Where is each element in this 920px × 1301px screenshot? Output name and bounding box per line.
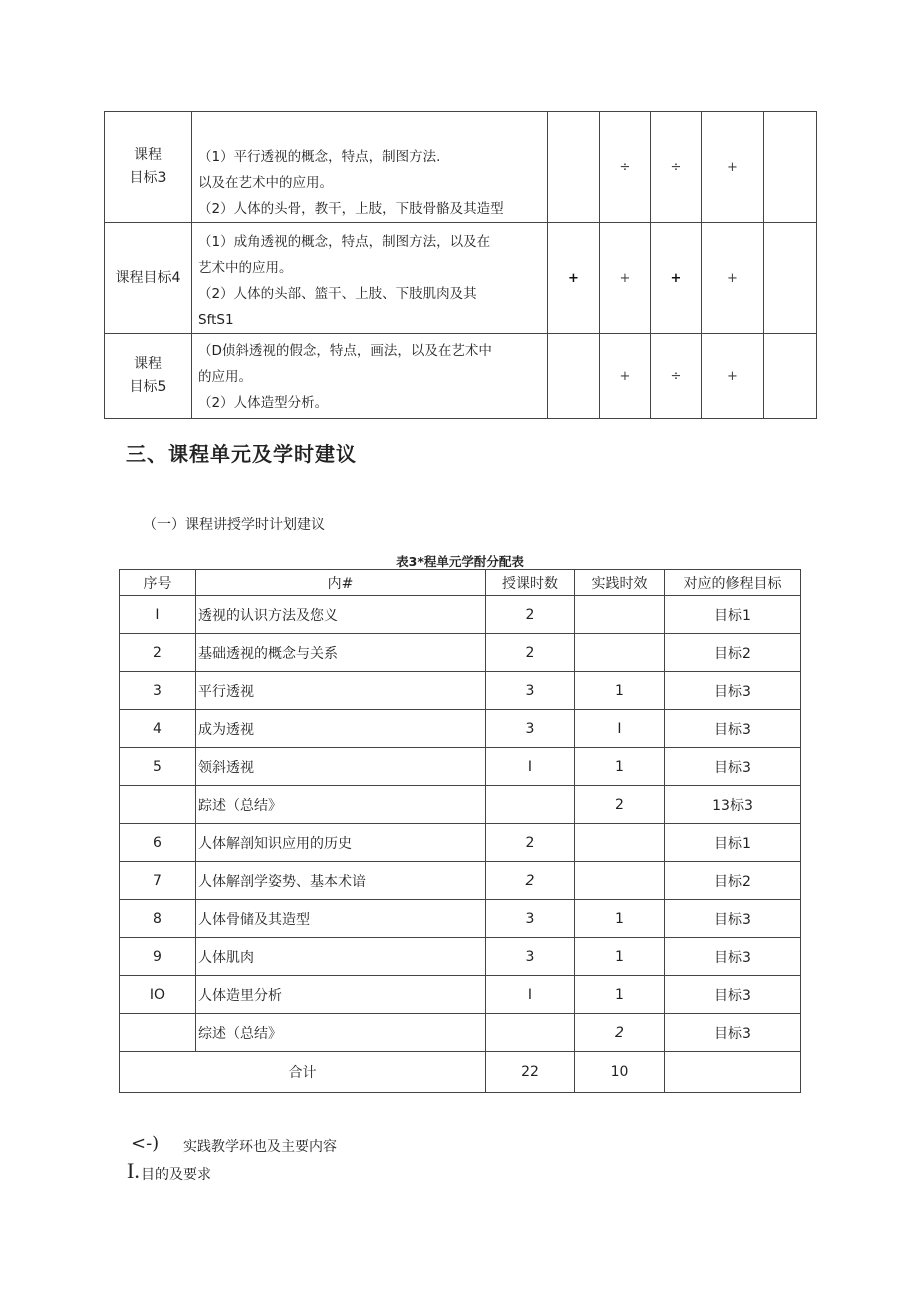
- requirements-heading-prefix: I.: [127, 1158, 140, 1183]
- goal-line: （2）人体造型分析。: [198, 395, 329, 411]
- practice-hours-cell: 1: [575, 672, 665, 710]
- goal-content: [192, 223, 548, 334]
- content-cell: 综述（总结》: [196, 1014, 486, 1052]
- goal-mark: [548, 112, 600, 223]
- content-cell: 踪述（总结》: [196, 786, 486, 824]
- goal-label: 课程目标4: [105, 223, 192, 334]
- goal-content: [192, 112, 548, 223]
- content-cell: 人体解剖知识应用的历史: [196, 824, 486, 862]
- goal-cell: 目标1: [665, 824, 801, 862]
- goal-cell: 目标3: [665, 710, 801, 748]
- content-cell: 领斜透视: [196, 748, 486, 786]
- goal-mark: [548, 334, 600, 419]
- table-row: [120, 900, 801, 938]
- goal-label-line: 目标5: [129, 379, 167, 395]
- header-cell: 序号: [120, 570, 196, 596]
- table-row: [120, 938, 801, 976]
- goal-mark: [764, 112, 817, 223]
- seq-cell: [120, 1014, 196, 1052]
- table-row: [120, 1014, 801, 1052]
- practice-hours-cell: 2: [575, 1014, 665, 1052]
- table-row: [120, 824, 801, 862]
- goal-mark: [764, 334, 817, 419]
- content-cell: 基础透视的概念与关系: [196, 634, 486, 672]
- goal-mark: +: [600, 223, 651, 334]
- goal-cell: 目标2: [665, 634, 801, 672]
- goal-mark: +: [702, 334, 764, 419]
- lecture-hours-cell: [486, 1014, 575, 1052]
- goal-line: （2）人体的头部、篮干、上肢、下肢肌肉及其: [198, 286, 477, 302]
- practice-hours-cell: [575, 862, 665, 900]
- content-cell: 人体造里分析: [196, 976, 486, 1014]
- goal-row: [105, 334, 817, 419]
- total-lecture: 22: [486, 1052, 575, 1093]
- lecture-hours-cell: 3: [486, 672, 575, 710]
- table-row: [120, 634, 801, 672]
- practice-hours-cell: [575, 596, 665, 634]
- content-cell: 人体骨储及其造型: [196, 900, 486, 938]
- content-cell: 人体解剖学姿势、基本术谙: [196, 862, 486, 900]
- goal-mark: ÷: [651, 112, 702, 223]
- goal-cell: 目标3: [665, 672, 801, 710]
- content-cell: 成为透视: [196, 710, 486, 748]
- hours-body: [120, 596, 801, 1052]
- practice-hours-cell: [575, 634, 665, 672]
- total-row: [120, 1052, 801, 1093]
- content-cell: 平行透视: [196, 672, 486, 710]
- table-row: [120, 786, 801, 824]
- header-cell: 授课时数: [486, 570, 575, 596]
- goal-line: 艺术中的应用。: [198, 260, 293, 276]
- seq-cell: 6: [120, 824, 196, 862]
- practice-hours-cell: 1: [575, 748, 665, 786]
- practice-hours-cell: 2: [575, 786, 665, 824]
- practice-heading-prefix: <-): [131, 1133, 160, 1154]
- practice-hours-cell: I: [575, 710, 665, 748]
- hours-allocation-table: [119, 569, 801, 1093]
- requirements-heading: 目的及要求: [141, 1167, 211, 1183]
- goal-row: [105, 223, 817, 334]
- goal-line: （D侦斜透视的假念，特点，画法，以及在艺术中: [198, 343, 492, 359]
- goal-line: 以及在艺术中的应用。: [198, 175, 333, 191]
- total-goal: [665, 1052, 801, 1093]
- goal-label-line: 课程: [134, 356, 162, 372]
- practice-hours-cell: 1: [575, 976, 665, 1014]
- goal-content: [192, 334, 548, 419]
- goal-mark: ÷: [600, 112, 651, 223]
- practice-heading: 实践教学环也及主要内容: [183, 1139, 337, 1155]
- goal-cell: 目标3: [665, 938, 801, 976]
- content-cell: 人体肌肉: [196, 938, 486, 976]
- goal-label: [105, 334, 192, 419]
- practice-hours-cell: [575, 824, 665, 862]
- table-row: [120, 672, 801, 710]
- seq-cell: I: [120, 596, 196, 634]
- goal-mark: ÷: [651, 334, 702, 419]
- goal-cell: 目标2: [665, 862, 801, 900]
- goal-line: 的应用。: [198, 369, 252, 385]
- goal-line: （2）人体的头骨，教干，上肢，下肢骨骼及其造型: [198, 201, 504, 217]
- goal-cell: 目标3: [665, 900, 801, 938]
- table-caption: 表3*程单元学酎分配表: [396, 554, 524, 569]
- lecture-hours-cell: [486, 786, 575, 824]
- lecture-hours-cell: 3: [486, 900, 575, 938]
- course-goals-table: [104, 111, 817, 419]
- table-row: [120, 596, 801, 634]
- header-cell: 对应的修程目标: [665, 570, 801, 596]
- practice-hours-cell: 1: [575, 900, 665, 938]
- lecture-hours-cell: 2: [486, 634, 575, 672]
- table-row: [120, 976, 801, 1014]
- seq-cell: 4: [120, 710, 196, 748]
- goal-mark: +: [548, 223, 600, 334]
- goal-line: （1）平行透视的概念，特点，制图方法.: [198, 149, 441, 165]
- goal-mark: +: [702, 112, 764, 223]
- lecture-hours-cell: 3: [486, 938, 575, 976]
- lecture-hours-cell: 2: [486, 862, 575, 900]
- goal-mark: [764, 223, 817, 334]
- lecture-hours-cell: I: [486, 976, 575, 1014]
- goal-cell: 目标3: [665, 976, 801, 1014]
- goal-cell: 目标3: [665, 748, 801, 786]
- goal-row: [105, 112, 817, 223]
- content-cell: 透视的认识方法及您义: [196, 596, 486, 634]
- lecture-hours-cell: 3: [486, 710, 575, 748]
- goal-line: SftS1: [198, 312, 234, 328]
- seq-cell: [120, 786, 196, 824]
- seq-cell: 3: [120, 672, 196, 710]
- goal-cell: 13标3: [665, 786, 801, 824]
- goal-line: （1）成角透视的概念，特点，制图方法，以及在: [198, 234, 491, 250]
- lecture-hours-cell: 2: [486, 824, 575, 862]
- table-header-row: [120, 570, 801, 596]
- practice-hours-cell: 1: [575, 938, 665, 976]
- sub-heading: （一）课程讲授学时计划建议: [143, 517, 325, 533]
- seq-cell: IO: [120, 976, 196, 1014]
- seq-cell: 7: [120, 862, 196, 900]
- goal-cell: 目标1: [665, 596, 801, 634]
- seq-cell: 8: [120, 900, 196, 938]
- goal-mark: +: [600, 334, 651, 419]
- lecture-hours-cell: 2: [486, 596, 575, 634]
- goal-mark: +: [651, 223, 702, 334]
- goal-label-line: 目标3: [129, 170, 167, 186]
- seq-cell: 9: [120, 938, 196, 976]
- total-label: 合计: [120, 1052, 486, 1093]
- total-practice: 10: [575, 1052, 665, 1093]
- header-cell: 实践时效: [575, 570, 665, 596]
- seq-cell: 2: [120, 634, 196, 672]
- table-row: [120, 710, 801, 748]
- header-cell: 内#: [196, 570, 486, 596]
- seq-cell: 5: [120, 748, 196, 786]
- goal-cell: 目标3: [665, 1014, 801, 1052]
- goal-label: [105, 112, 192, 223]
- section-heading: 三、课程单元及学时建议: [126, 442, 357, 466]
- goal-mark: +: [702, 223, 764, 334]
- table-row: [120, 748, 801, 786]
- lecture-hours-cell: I: [486, 748, 575, 786]
- table-row: [120, 862, 801, 900]
- goal-label-line: 课程: [134, 147, 162, 163]
